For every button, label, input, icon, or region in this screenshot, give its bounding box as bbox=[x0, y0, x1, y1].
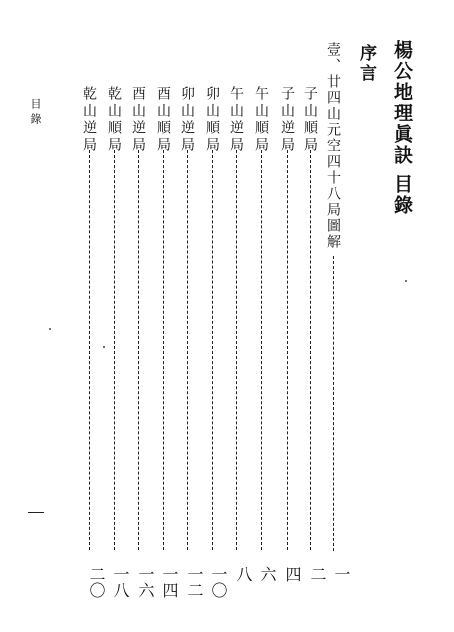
toc-page-number: 一 bbox=[332, 566, 351, 582]
toc-page-number: 八 bbox=[234, 566, 253, 582]
toc-entry-label: 午山逆局 bbox=[228, 86, 244, 154]
toc-page-number: 二〇 bbox=[87, 566, 106, 598]
toc-leader bbox=[187, 150, 188, 550]
toc-entry-label: 乾山逆局 bbox=[81, 86, 97, 154]
scan-speck bbox=[405, 280, 407, 282]
toc-entry-label: 午山順局 bbox=[253, 86, 269, 154]
toc-page-number: 一〇 bbox=[209, 566, 228, 598]
preface-label: 序言 bbox=[356, 44, 376, 84]
toc-page-number: 一八 bbox=[111, 566, 130, 598]
toc-page-number: 六 bbox=[258, 566, 277, 582]
toc-leader bbox=[114, 150, 115, 550]
book-title: 楊公地理眞訣 bbox=[391, 40, 413, 166]
toc-leader bbox=[287, 150, 288, 550]
toc-page-number: 四 bbox=[283, 566, 302, 582]
toc-leader bbox=[89, 150, 90, 550]
scan-speck bbox=[49, 328, 51, 330]
chapter-leader bbox=[333, 256, 334, 551]
scan-speck bbox=[103, 346, 105, 348]
toc-leader bbox=[138, 150, 139, 550]
toc-leader bbox=[212, 150, 213, 550]
toc-page-number: 一二 bbox=[185, 566, 204, 598]
toc-entry-label: 子山逆局 bbox=[279, 86, 295, 154]
toc-entry-label: 乾山順局 bbox=[106, 86, 122, 154]
toc-page-number: 一四 bbox=[160, 566, 179, 598]
toc-page-number: 二 bbox=[308, 566, 327, 582]
toc-leader bbox=[163, 150, 164, 550]
toc-entry-label: 卯山逆局 bbox=[179, 86, 195, 154]
toc-page-number: 一六 bbox=[136, 566, 155, 598]
section-label: 目錄 bbox=[391, 174, 413, 216]
toc-entry-label: 酉山逆局 bbox=[130, 86, 146, 154]
toc-entry-label: 酉山順局 bbox=[155, 86, 171, 154]
toc-leader bbox=[261, 150, 262, 550]
chapter-heading: 壹、廿四山元空四十八局圖解 bbox=[325, 42, 341, 250]
folio-mark bbox=[28, 512, 44, 513]
toc-entry-label: 卯山順局 bbox=[204, 86, 220, 154]
toc-leader bbox=[236, 150, 237, 550]
toc-entry-label: 子山順局 bbox=[302, 86, 318, 154]
toc-leader bbox=[310, 150, 311, 550]
running-head: 目錄 bbox=[29, 98, 42, 128]
